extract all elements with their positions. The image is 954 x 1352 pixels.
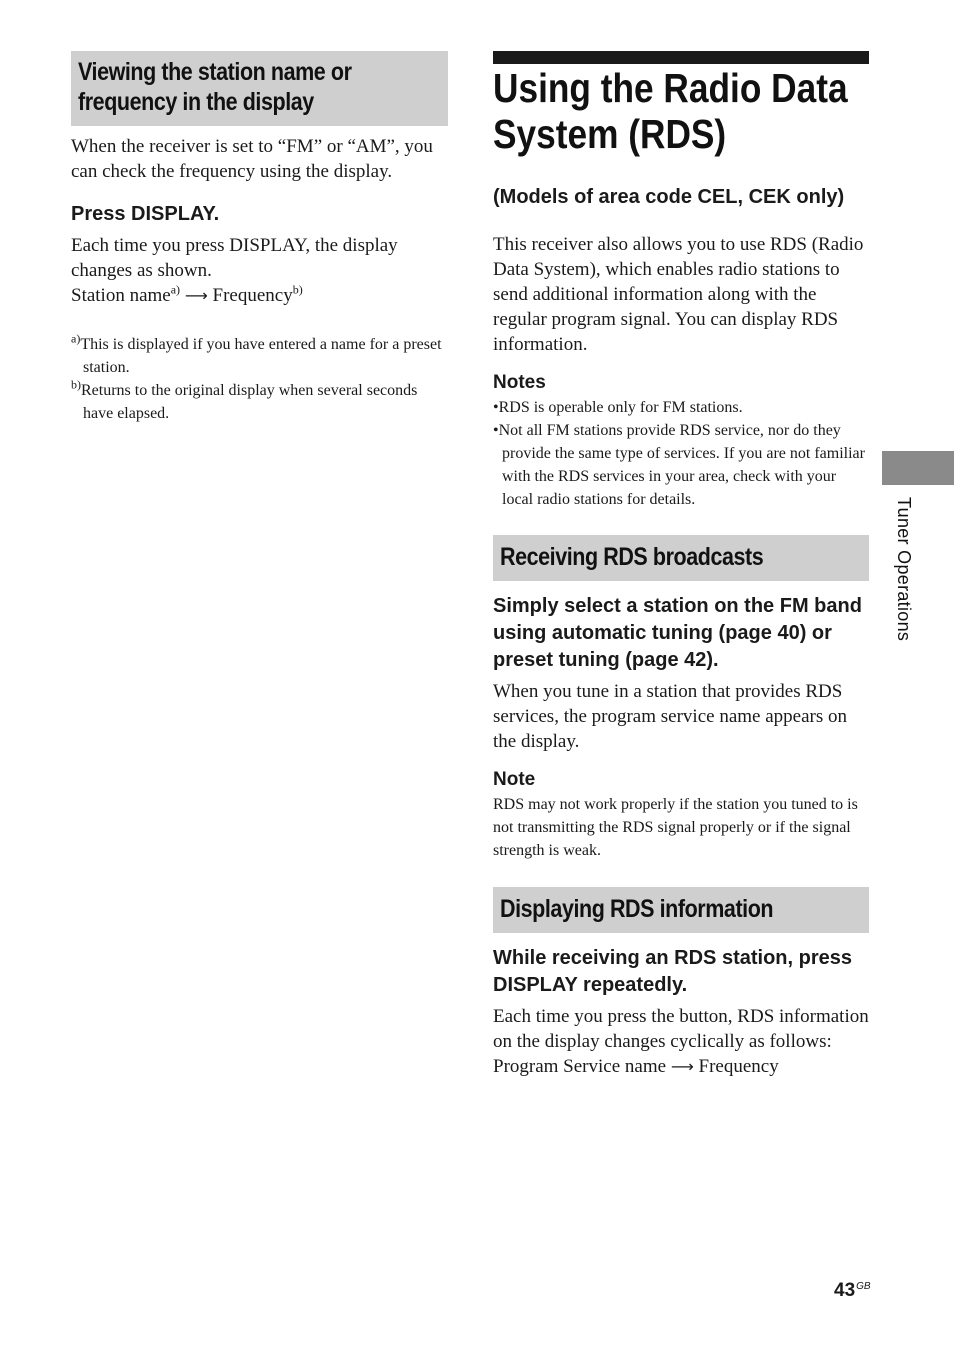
receiving-note: RDS may not work properly if the station you tuned to is not transmitting the RDS signal properly or if the signal strength is weak.: [493, 796, 858, 859]
list-item: •RDS is operable only for FM stations.: [493, 399, 743, 416]
arrow-right-icon: ⟶: [184, 286, 208, 305]
receiving-step: Simply select a station on the FM band using automatic tuning (page 40) or preset tuning (page 42).: [493, 595, 862, 671]
models-note: (Models of area code CEL, CEK only): [493, 186, 845, 208]
press-display-step: Press DISPLAY.: [71, 203, 220, 225]
rds-intro: This receiver also allows you to use RDS (Radio Data System), which enables radio stations to send additional information along with the regular program signal. You can display RDS information.: [493, 234, 864, 355]
chapter-tab-label: Tuner Operations: [894, 497, 914, 642]
viewing-intro: When the receiver is set to “FM” or “AM”, you can check the frequency using the display.: [71, 136, 433, 182]
page-number: $43^{GB}$: [834, 1280, 871, 1301]
section-heading-receiving: Receiving RDS broadcasts: [493, 535, 869, 581]
displaying-step: While receiving an RDS station, press DISPLAY repeatedly.: [493, 947, 852, 996]
section-heading-displaying: Displaying RDS information: [493, 887, 869, 933]
footnotes: [71, 333, 448, 425]
section-heading-viewing: Viewing the station name or frequency in the display: [71, 51, 448, 126]
chapter-tab-marker: [882, 451, 954, 485]
notes-list: [493, 396, 869, 511]
footnote-b: $^{b)}$Returns to the original display when several seconds have elapsed.: [71, 377, 418, 422]
displaying-body: Each time you press the button, RDS information on the display changes cyclically as follows: Program Service name ⟶ Frequency: [493, 1006, 869, 1077]
receiving-body: When you tune in a station that provides RDS services, the program service name appears on the display.: [493, 681, 847, 752]
display-sequence: Station name$^{a)}$ ⟶ Frequency$^{b)}$: [71, 282, 303, 306]
list-item: •Not all FM stations provide RDS service, nor do they provide the same type of services. If you are not familiar with the RDS services in your area, check with your local radio stations for details.: [493, 422, 865, 508]
footnote-a: $^{a)}$This is displayed if you have entered a name for a preset station.: [71, 331, 442, 376]
note-title: Note: [493, 769, 536, 790]
title-rule: [493, 51, 869, 64]
arrow-right-icon: ⟶: [670, 1057, 694, 1076]
page-title: Using the Radio Data System (RDS): [493, 65, 848, 157]
display-change-text: Each time you press DISPLAY, the display changes as shown. Station name$^{a)}$ ⟶ Frequency$^{b)}$: [71, 233, 448, 308]
rds-sequence: Program Service name ⟶ Frequency: [493, 1056, 779, 1077]
notes-title: Notes: [493, 372, 546, 393]
